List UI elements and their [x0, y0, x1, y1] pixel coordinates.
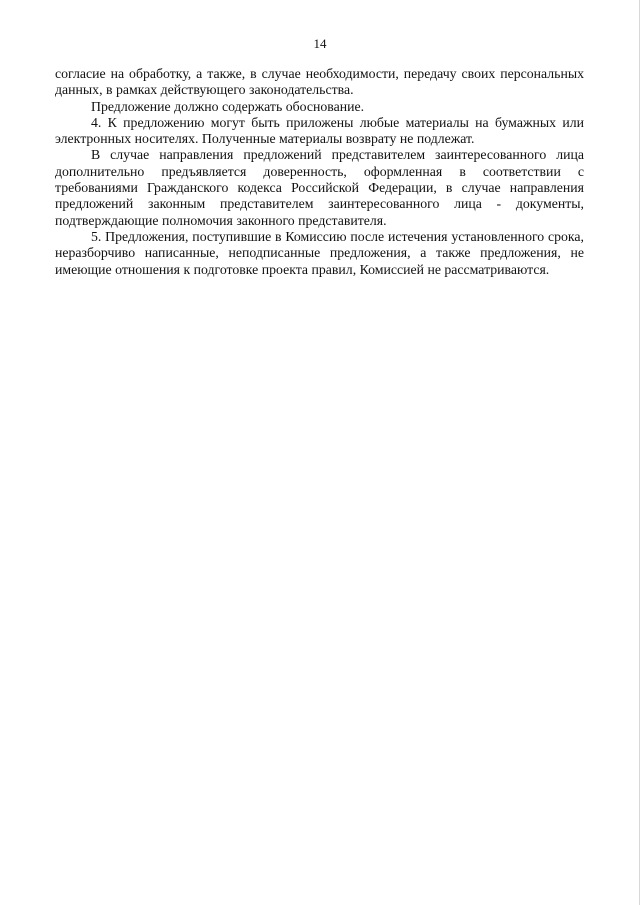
paragraph-representative: В случае направления предложений представителем заинтересованного лица дополнительно предъявляется доверенность, оформленная в соответствии с требованиями Гражданского кодекса Российской Федерации, в случае направления предложений законным представителем заинтересованного лица - документы, подтверждающие полномочия законного представителя. — [55, 147, 584, 228]
paragraph-justification: Предложение должно содержать обоснование. — [91, 98, 365, 114]
paragraph-rejection: 5. Предложения, поступившие в Комиссию после истечения установленного срока, неразборчиво написанные, неподписанные предложения, а также предложения, не имеющие отношения к подготовке проекта правил, Комиссией не рассматриваются. — [55, 228, 584, 277]
page-number: 14 — [313, 36, 327, 51]
paragraph-attachments: 4. К предложению могут быть приложены любые материалы на бумажных или электронных носителях. Полученные материалы возврату не подлежат. — [55, 114, 584, 147]
document-body — [55, 66, 584, 278]
paragraph-consent-continuation: согласие на обработку, а также, в случае необходимости, передачу своих персональных данных, в рамках действующего законодательства. — [55, 66, 584, 98]
